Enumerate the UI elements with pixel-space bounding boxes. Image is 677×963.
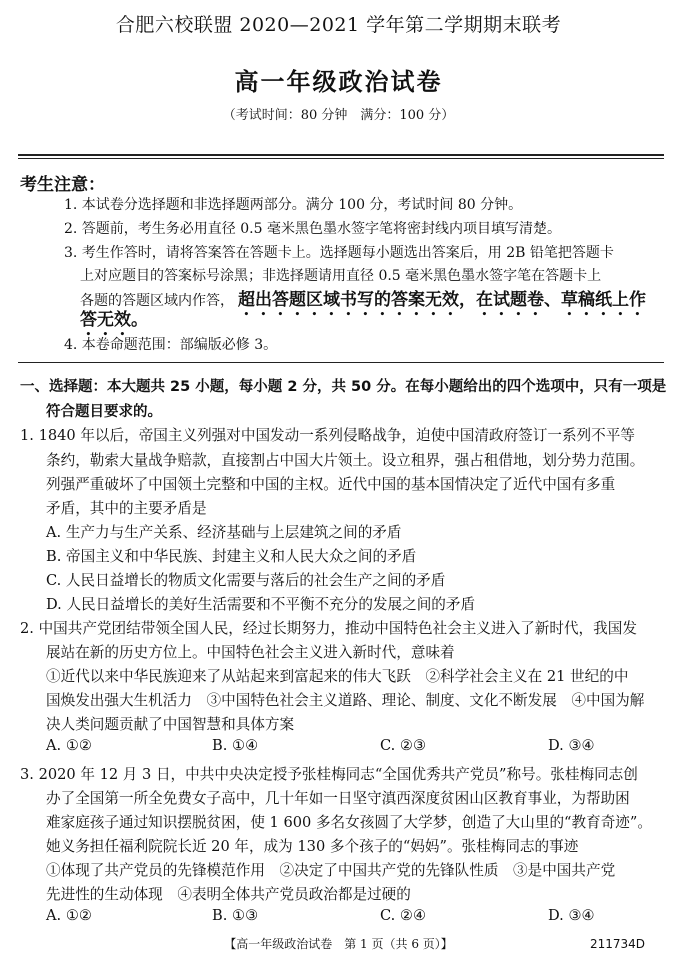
q1-option-d: D. 人民日益增长的美好生活需要和不平衡不充分的发展之间的矛盾	[46, 596, 476, 613]
q2-stem-line-2: 展站在新的历史方位上。中国特色社会主义进入新时代，意味着	[46, 644, 455, 661]
paper-code: 211734D	[590, 937, 646, 951]
q1-stem-line-1: 1. 1840 年以后，帝国主义列强对中国发动一系列侵略战争，迫使中国清政府签订一系列不平等	[20, 427, 635, 444]
q2-stem-line-4: 国焕发出强大生机活力 ③中国特色社会主义道路、理论、制度、文化不断发展 ④中国为解	[46, 692, 645, 709]
q1-option-c: C. 人民日益增长的物质文化需要与落后的社会生产之间的矛盾	[46, 572, 446, 589]
exam-info: （考试时间：80 分钟 满分：100 分）	[222, 108, 455, 123]
notice-heading: 考生注意：	[20, 175, 105, 195]
q2-option-d: D. ③④	[548, 737, 595, 754]
q3-stem-line-5: ①体现了共产党员的先锋模范作用 ②决定了中国共产党的先锋队性质 ③是中国共产党	[46, 862, 616, 879]
q3-option-d: D. ③④	[548, 907, 595, 924]
q3-stem-line-6: 先进性的生动体现 ④表明全体共产党员政治都是过硬的	[46, 886, 411, 903]
q2-option-c: C. ②③	[380, 737, 427, 754]
q3-stem-line-2: 办了全国第一所全免费女子高中，几十年如一日坚守滇西深度贫困山区教育事业，为帮助困	[46, 790, 630, 807]
notice-item-1: 1. 本试卷分选择题和非选择题两部分。满分 100 分，考试时间 80 分钟。	[64, 197, 523, 213]
exam-title: 合肥六校联盟 2020—2021 学年第二学期期末联考	[115, 14, 562, 36]
q3-stem-line-4: 她义务担任福利院院长近 20 年，成为 130 多个孩子的“妈妈”。张桂梅同志的事迹	[46, 838, 579, 855]
divider-thin	[18, 158, 664, 159]
notice-item-2: 2. 答题前，考生务必用直径 0.5 毫米黑色墨水签字笔将密封线内项目填写清楚。	[64, 221, 561, 237]
q2-stem-line-5: 决人类问题贡献了中国智慧和具体方案	[46, 716, 295, 733]
divider-bottom	[18, 362, 664, 363]
q3-option-a: A. ①②	[46, 907, 92, 924]
section-heading-cont: 符合题目要求的。	[46, 404, 162, 420]
notice-item-3: 3. 考生作答时，请将答案答在答题卡上。选择题每小题选出答案后，用 2B 铅笔把答题卡	[64, 245, 614, 261]
q3-stem-line-1: 3. 2020 年 12 月 3 日，中共中央决定授予张桂梅同志“全国优秀共产党员”称号。张桂梅同志创	[20, 766, 638, 783]
q2-option-a: A. ①②	[46, 737, 92, 754]
notice-item-4: 4. 本卷命题范围：部编版必修 3。	[64, 337, 278, 353]
paper-subtitle: 高一年级政治试卷	[234, 67, 443, 96]
notice-item-3-line-2: 上对应题目的答案标号涂黑；非选择题请用直径 0.5 毫米黑色墨水签字笔在答题卡上	[80, 268, 602, 284]
q1-stem-line-2: 条约，勒索大量战争赔款，直接割占中国大片领土。设立租界，强占租借地，划分势力范围。	[46, 452, 645, 469]
q1-option-b: B. 帝国主义和中华民族、封建主义和人民大众之间的矛盾	[46, 548, 417, 565]
q2-option-b: B. ①④	[212, 737, 259, 754]
q3-option-c: C. ②④	[380, 907, 427, 924]
notice-item-3-line-3: 各题的答题区域内作答，	[80, 293, 234, 309]
q2-stem-line-1: 2. 中国共产党团结带领全国人民，经过长期努力，推动中国特色社会主义进入了新时代，我国发	[20, 620, 637, 637]
notice-emphasis-end: 答无效。	[80, 310, 148, 330]
q1-stem-line-4: 矛盾，其中的主要矛盾是	[46, 500, 207, 517]
q3-stem-line-3: 难家庭孩子通过知识摆脱贫困，使 1 600 多名女孩圆了大学梦，创造了大山里的“教育奇迹”。	[46, 814, 652, 831]
page-footer: 【高一年级政治试卷 第 1 页（共 6 页）】	[224, 937, 453, 951]
notice-emphasis: 超出答题区域书写的答案无效，在试题卷、草稿纸上作	[238, 290, 646, 310]
q3-option-b: B. ①③	[212, 907, 259, 924]
divider-thick	[18, 154, 664, 156]
q1-stem-line-3: 列强严重破坏了中国领土完整和中国的主权。近代中国的基本国情决定了近代中国有多重	[46, 476, 616, 493]
q2-stem-line-3: ①近代以来中华民族迎来了从站起来到富起来的伟大飞跃 ②科学社会主义在 21 世纪的中	[46, 668, 629, 685]
section-heading: 一、选择题：本大题共 25 小题，每小题 2 分，共 50 分。在每小题给出的四个选项中，只有一项是	[20, 379, 667, 395]
q1-option-a: A. 生产力与生产关系、经济基础与上层建筑之间的矛盾	[46, 524, 402, 541]
